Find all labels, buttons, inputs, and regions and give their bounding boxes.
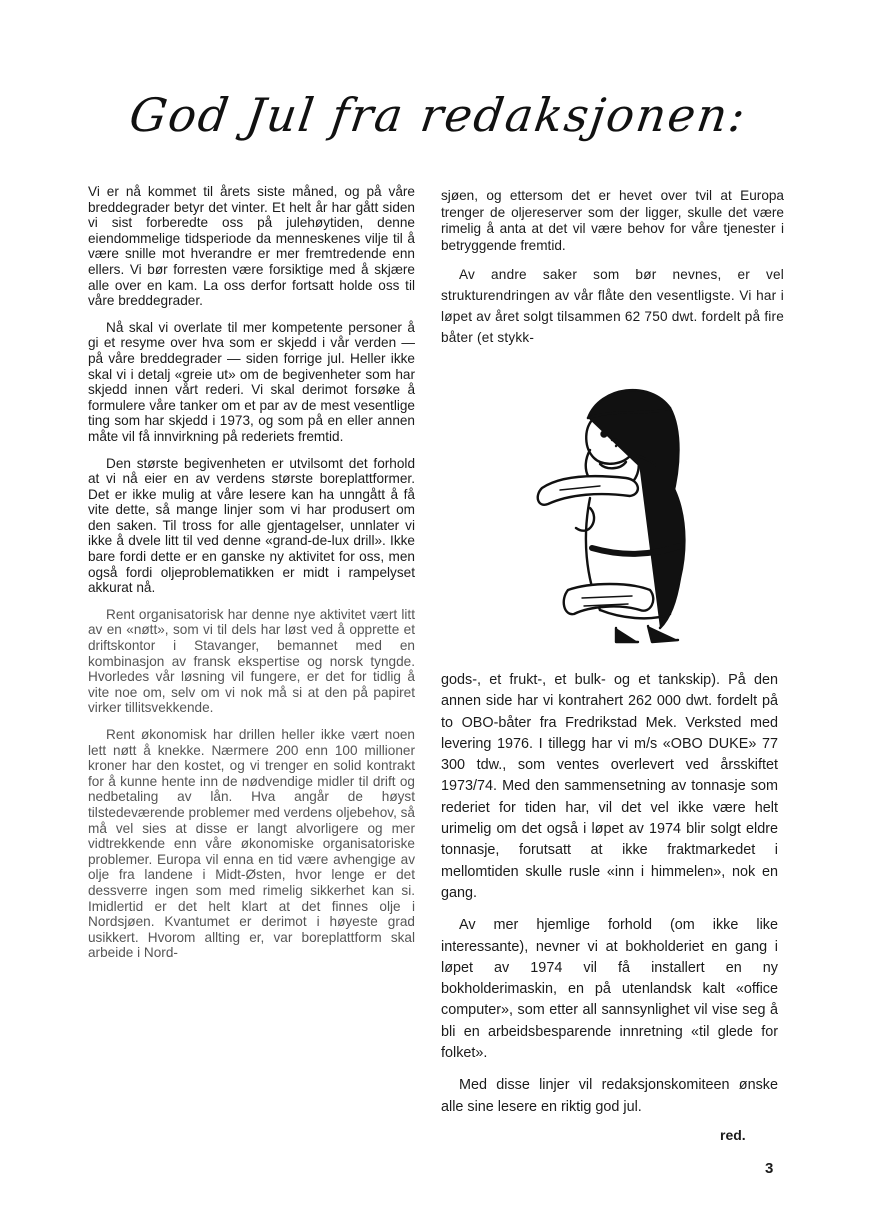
right-column-bottom [441,670,778,1129]
paragraph: sjøen, og ettersom det er hevet over tvil at Europa trenger de oljereserver som der ligger, skulle det være rimelig å anta at det vil være behov for våre tjenester i betryggende fremtid. [441,188,784,253]
paragraph: Nå skal vi overlate til mer kompetente personer å gi et resyme over hva som er skjedd i vår verden — på våre breddegrader — siden forrige jul. Heller ikke skal vi i detalj «greie ut» om de begivenheter som har skjedd innen vårt rederi. Vi skal derimot forsøke å formulere våre tanker om et par av de mest vesentlige ting som har skjedd i 1973, og som på en eller annen måte vil få innvirkning på rederiets fremtid. [88,319,415,444]
right-column-top [441,188,784,358]
paragraph: Vi er nå kommet til årets siste måned, og på våre breddegrader betyr det vinter. Et helt år har gått siden vi sist forberedte oss på julehøytiden, denne eiendommelige tidsperiode da menneskenes vilje til å være snille mot hverandre er mer fremtredende enn ellers. Vi bør forresten være forsiktige med å skjære alle over en kam. La oss derfor fortsatt holde oss til våre breddegrader. [88,184,415,309]
page-heading: God Jul fra redaksjonen: [126,88,751,142]
paragraph: gods-, et frukt-, et bulk- og et tankskip). På den annen side har vi kontrahert 262 000 dwt. fordelt på to OBO-båter fra Fredrikstad Mek. Verksted med levering 1976. I tillegg har vi m/s «OBO DUKE» 77 300 tdw., som ventes overlevert ved årsskiftet 1973/74. Med den sammensetning av tonnasje som rederiet for tiden har, vil det vel ikke være helt urimelig om det også i løpet av 1974 blir solgt eldre tonnasje, forutsatt at ikke fraktmarkedet i mellomtiden skulle rusle «inn i himmelen», nok en gang. [441,672,778,901]
santa-illustration [530,378,702,658]
page-number: 3 [765,1160,774,1177]
signature: red. [720,1127,746,1143]
paragraph: Rent økonomisk har drillen heller ikke vært noen lett nøtt å knekke. Nærmere 200 enn 100 millioner kroner har den kostet, og vi trenger en solid kontrakt for å kunne hente inn de nødvendige midler til drift og nedbetaling av lån. Hva angår de høyst tilstedeværende problemer med verdens oljebehov, så må vel sies at disse er langt alvorligere og mer vidtrekkende enn våre økonomiske organisatoriske problemer. Europa vil enna en tid være avhengige av olje fra landene i Midt-Østen, hvor lenge er det dessverre ingen som med rimelig sikkerhet kan si. Imidlertid er det helt klart at det finnes olje i Nordsjøen. Kvantumet er derimot i høyeste grad usikkert. Hvorom allting er, var boreplattform skal arbeide i Nord- [88,727,415,961]
paragraph: Av mer hjemlige forhold (om ikke like interessante), nevner vi at bokholderiet en gang i løpet av 1974 vil få installert en ny bokholderimaskin, en på utenlandsk kalt «office computer», som etter all sannsynlighet vil vise seg å bli en arbeidsbesparende innretning «til glede for folket». [441,917,778,1062]
left-column [88,184,415,972]
paragraph: Den største begivenheten er utvilsomt det forhold at vi nå eier en av verdens største boreplattformer. Det er ikke mulig at våre lesere kan ha unngått å få vite dette, så mange linjer som vi har produsert om den saken. Til tross for alle gjentagelser, unnlater vi ikke å dvele litt til ved denne «grand-de-lux drill». Ikke bare fordi dette er en ganske ny aktivitet for oss, men også fordi oljeproblematikken er midt i rampelyset akkurat nå. [88,455,415,596]
paragraph: Med disse linjer vil redaksjonskomiteen ønske alle sine lesere en riktig god jul. [441,1077,778,1115]
paragraph: Rent organisatorisk har denne nye aktivitet vært litt av en «nøtt», som vi til dels har løst ved å opprette et driftskontor i Stavanger, bemannet med en kombinasjon av fransk ekspertise og norsk tyngde. Hvorledes vår løsning vil fungere, er det for tidlig å vite noe om, selv om vi nok må si at den på papiret virker tillitsvekkende. [88,606,415,716]
paragraph: Av andre saker som bør nevnes, er vel strukturendringen av vår flåte den vesentligste. Vi har i løpet av året solgt tilsammen 62 750 dwt. fordelt på fire båter (et stykk- [441,267,784,345]
